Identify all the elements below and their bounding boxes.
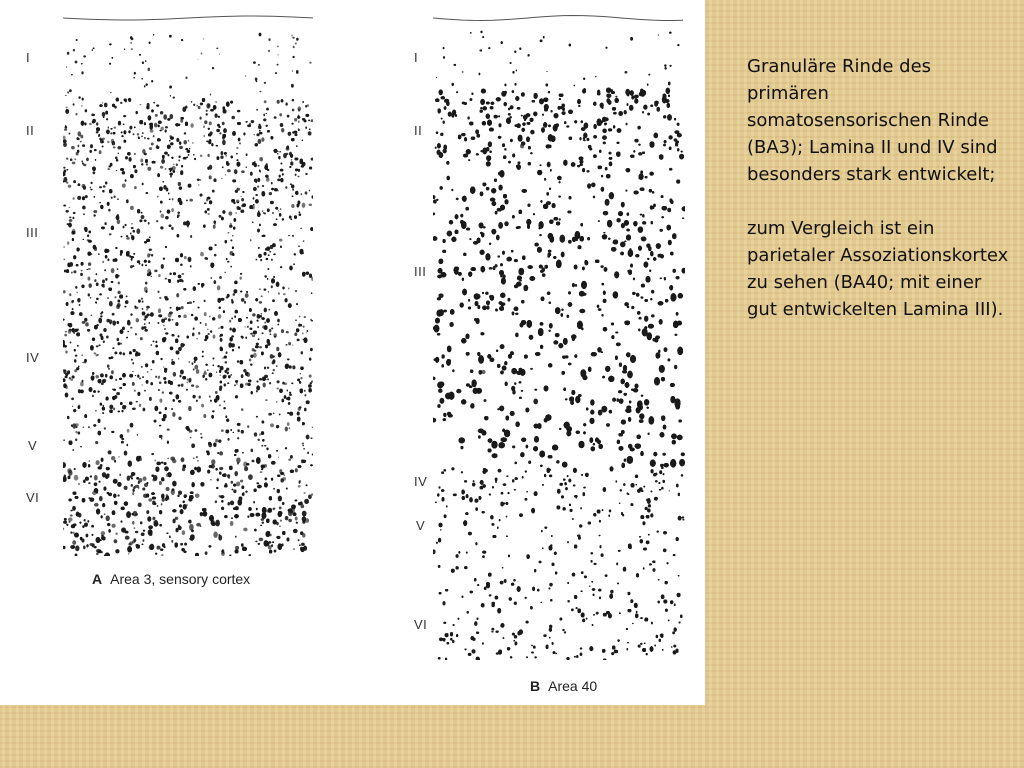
description-paragraph-1: Granuläre Rinde des primären somatosensorischen Rinde (BA3); Lamina II und IV sind besonders stark entwickelt; [747,56,998,185]
layer-label-b-3: III [414,264,427,279]
caption-b-text: Area 40 [548,678,598,694]
histology-panel-a [63,12,313,556]
layer-label-a-6: VI [26,490,40,505]
caption-b [530,678,597,694]
caption-a-letter: A [92,571,103,587]
layer-label-a-1: I [26,50,31,65]
layer-label-b-6: VI [414,617,428,632]
caption-a [92,571,250,587]
caption-a-text: Area 3, sensory cortex [110,571,251,587]
nissl-stain-image-b [433,12,685,660]
layer-label-b-4: IV [414,474,428,489]
layer-label-a-3: III [26,225,39,240]
caption-b-letter: B [530,678,541,694]
nissl-stain-image-a [63,12,313,556]
layer-label-a-2: II [26,123,35,138]
histology-panel-b [433,12,685,660]
layer-label-b-1: I [414,50,419,65]
description-paragraph-2: zum Vergleich ist ein parietaler Assoziationskortex zu sehen (BA40; mit einer gut entwickelten Lamina III). [747,218,1009,320]
layer-label-a-5: V [28,438,38,453]
layer-label-a-4: IV [26,350,40,365]
layer-label-b-5: V [416,518,426,533]
description-text [747,53,1009,323]
layer-label-b-2: II [414,123,423,138]
